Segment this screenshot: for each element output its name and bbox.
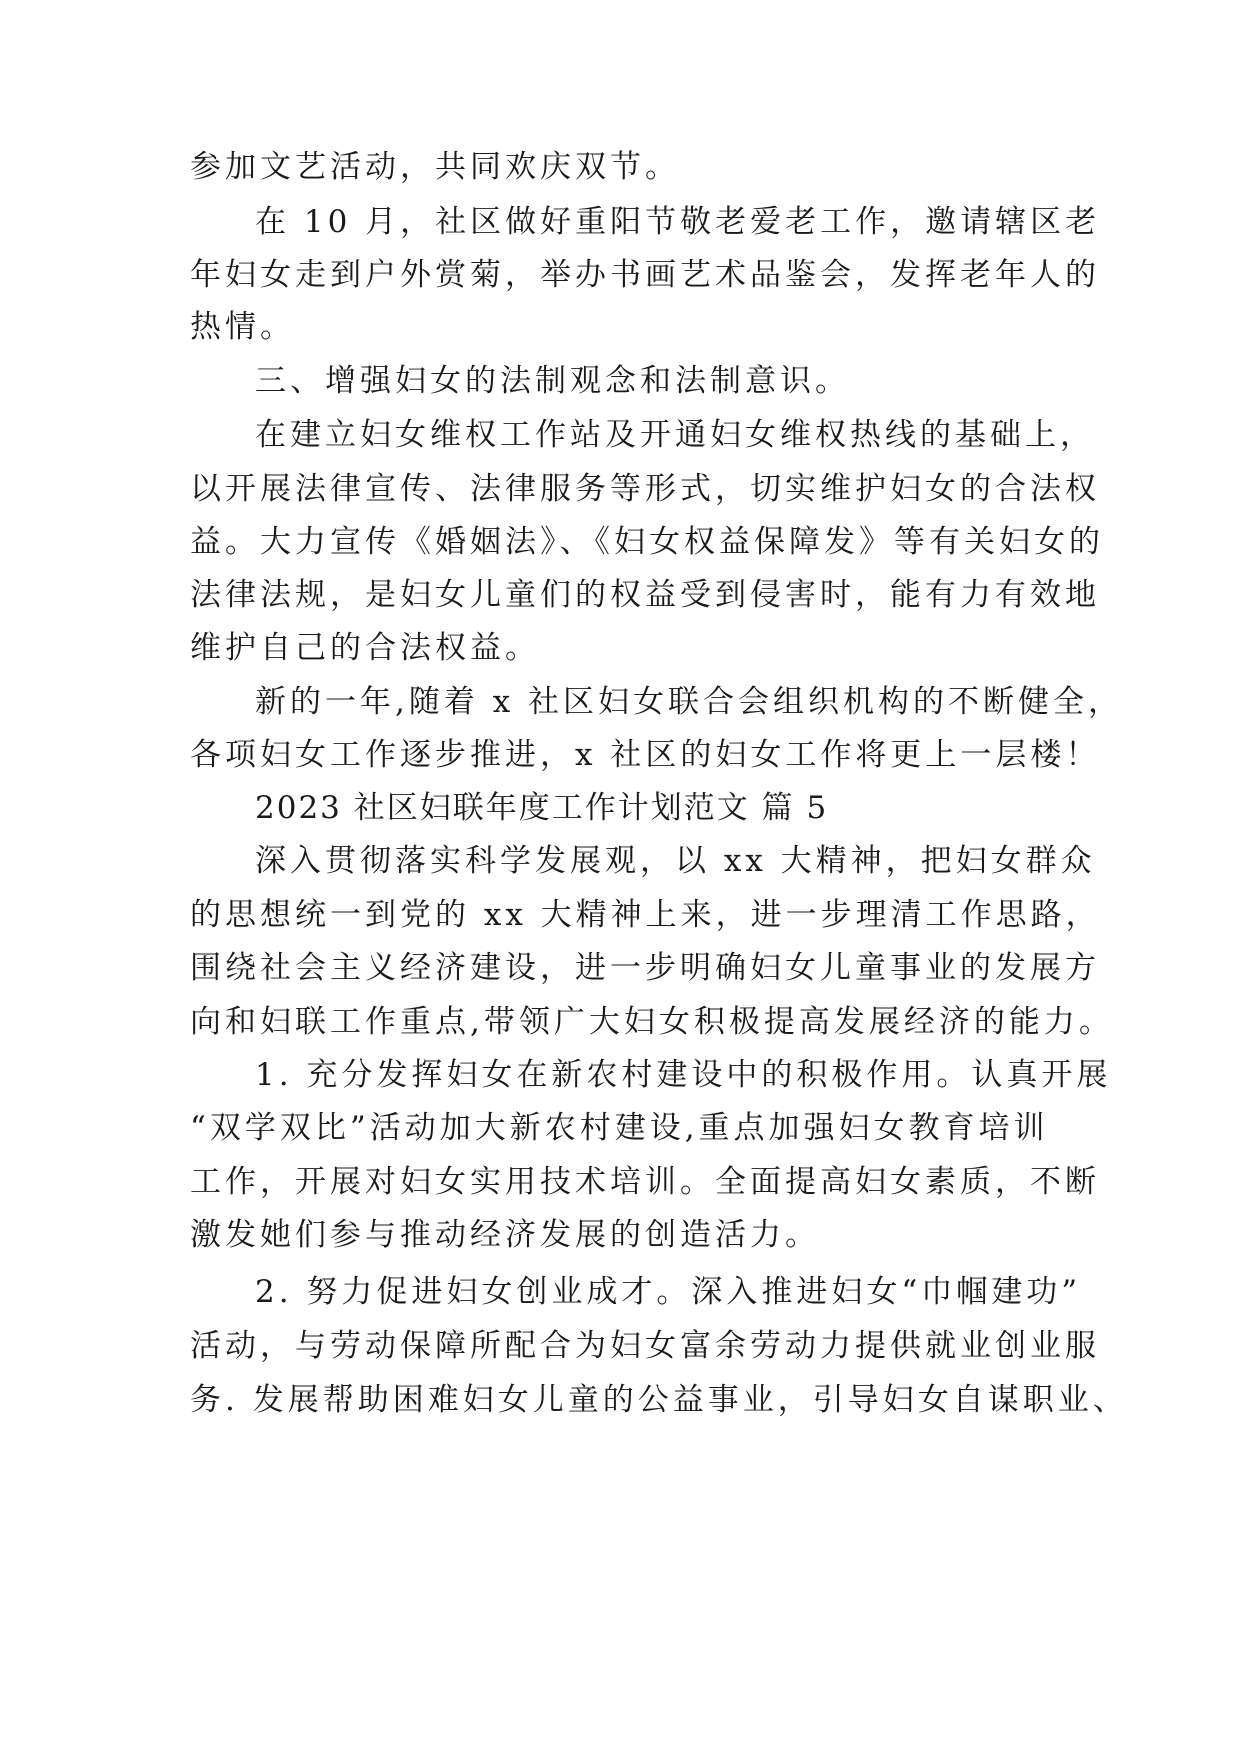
text-line: 激发她们参与推动经济发展的创造活力。: [190, 1217, 820, 1253]
text-line: 法律法规，是妇女儿童们的权益受到侵害时，能有力有效地: [190, 577, 1100, 613]
text-line: 在建立妇女维权工作站及开通妇女维权热线的基础上，: [255, 417, 1095, 453]
text-line: 1. 充分发挥妇女在新农村建设中的积极作用。认真开展: [255, 1057, 1112, 1093]
text-line: 热情。: [190, 309, 295, 345]
text-line: 参加文艺活动，共同欢庆双节。: [190, 149, 680, 185]
text-line: 深入贯彻落实科学发展观，以 xx 大精神，把妇女群众: [255, 843, 1096, 879]
text-line: 活动，与劳动保障所配合为妇女富余劳动力提供就业创业服: [190, 1328, 1100, 1364]
text-line: 年妇女走到户外赏菊，举办书画艺术品鉴会，发挥老年人的: [190, 257, 1100, 293]
text-line: 向和妇联工作重点,带领广大妇女积极提高发展经济的能力。: [190, 1004, 1114, 1040]
text-line: 益。大力宣传《婚姻法》、《妇女权益保障发》等有关妇女的: [190, 524, 1104, 560]
text-line: 2. 努力促进妇女创业成才。深入推进妇女“巾帼建功”: [255, 1274, 1082, 1310]
text-line: 工作，开展对妇女实用技术培训。全面提高妇女素质，不断: [190, 1164, 1100, 1200]
text-line: 以开展法律宣传、法律服务等形式，切实维护妇女的合法权: [190, 471, 1100, 507]
text-line: 新的一年,随着 x 社区妇女联合会组织机构的不断健全，: [255, 684, 1124, 720]
section-heading: 三、增强妇女的法制观念和法制意识。: [255, 363, 850, 399]
text-line: 在 10 月，社区做好重阳节敬老爱老工作，邀请辖区老: [255, 204, 1101, 240]
text-line: 务. 发展帮助困难妇女儿童的公益事业，引导妇女自谋职业、: [190, 1382, 1128, 1418]
text-line: 维护自己的合法权益。: [190, 630, 540, 666]
section-title: 2023 社区妇联年度工作计划范文 篇 5: [255, 790, 829, 826]
text-line: 围绕社会主义经济建设，进一步明确妇女儿童事业的发展方: [190, 950, 1100, 986]
text-line: “双学双比”活动加大新农村建设,重点加强妇女教育培训: [190, 1110, 1049, 1146]
text-line: 各项妇女工作逐步推进，x 社区的妇女工作将更上一层楼！: [190, 737, 1101, 773]
text-line: 的思想统一到党的 xx 大精神上来，进一步理清工作思路，: [190, 897, 1101, 933]
